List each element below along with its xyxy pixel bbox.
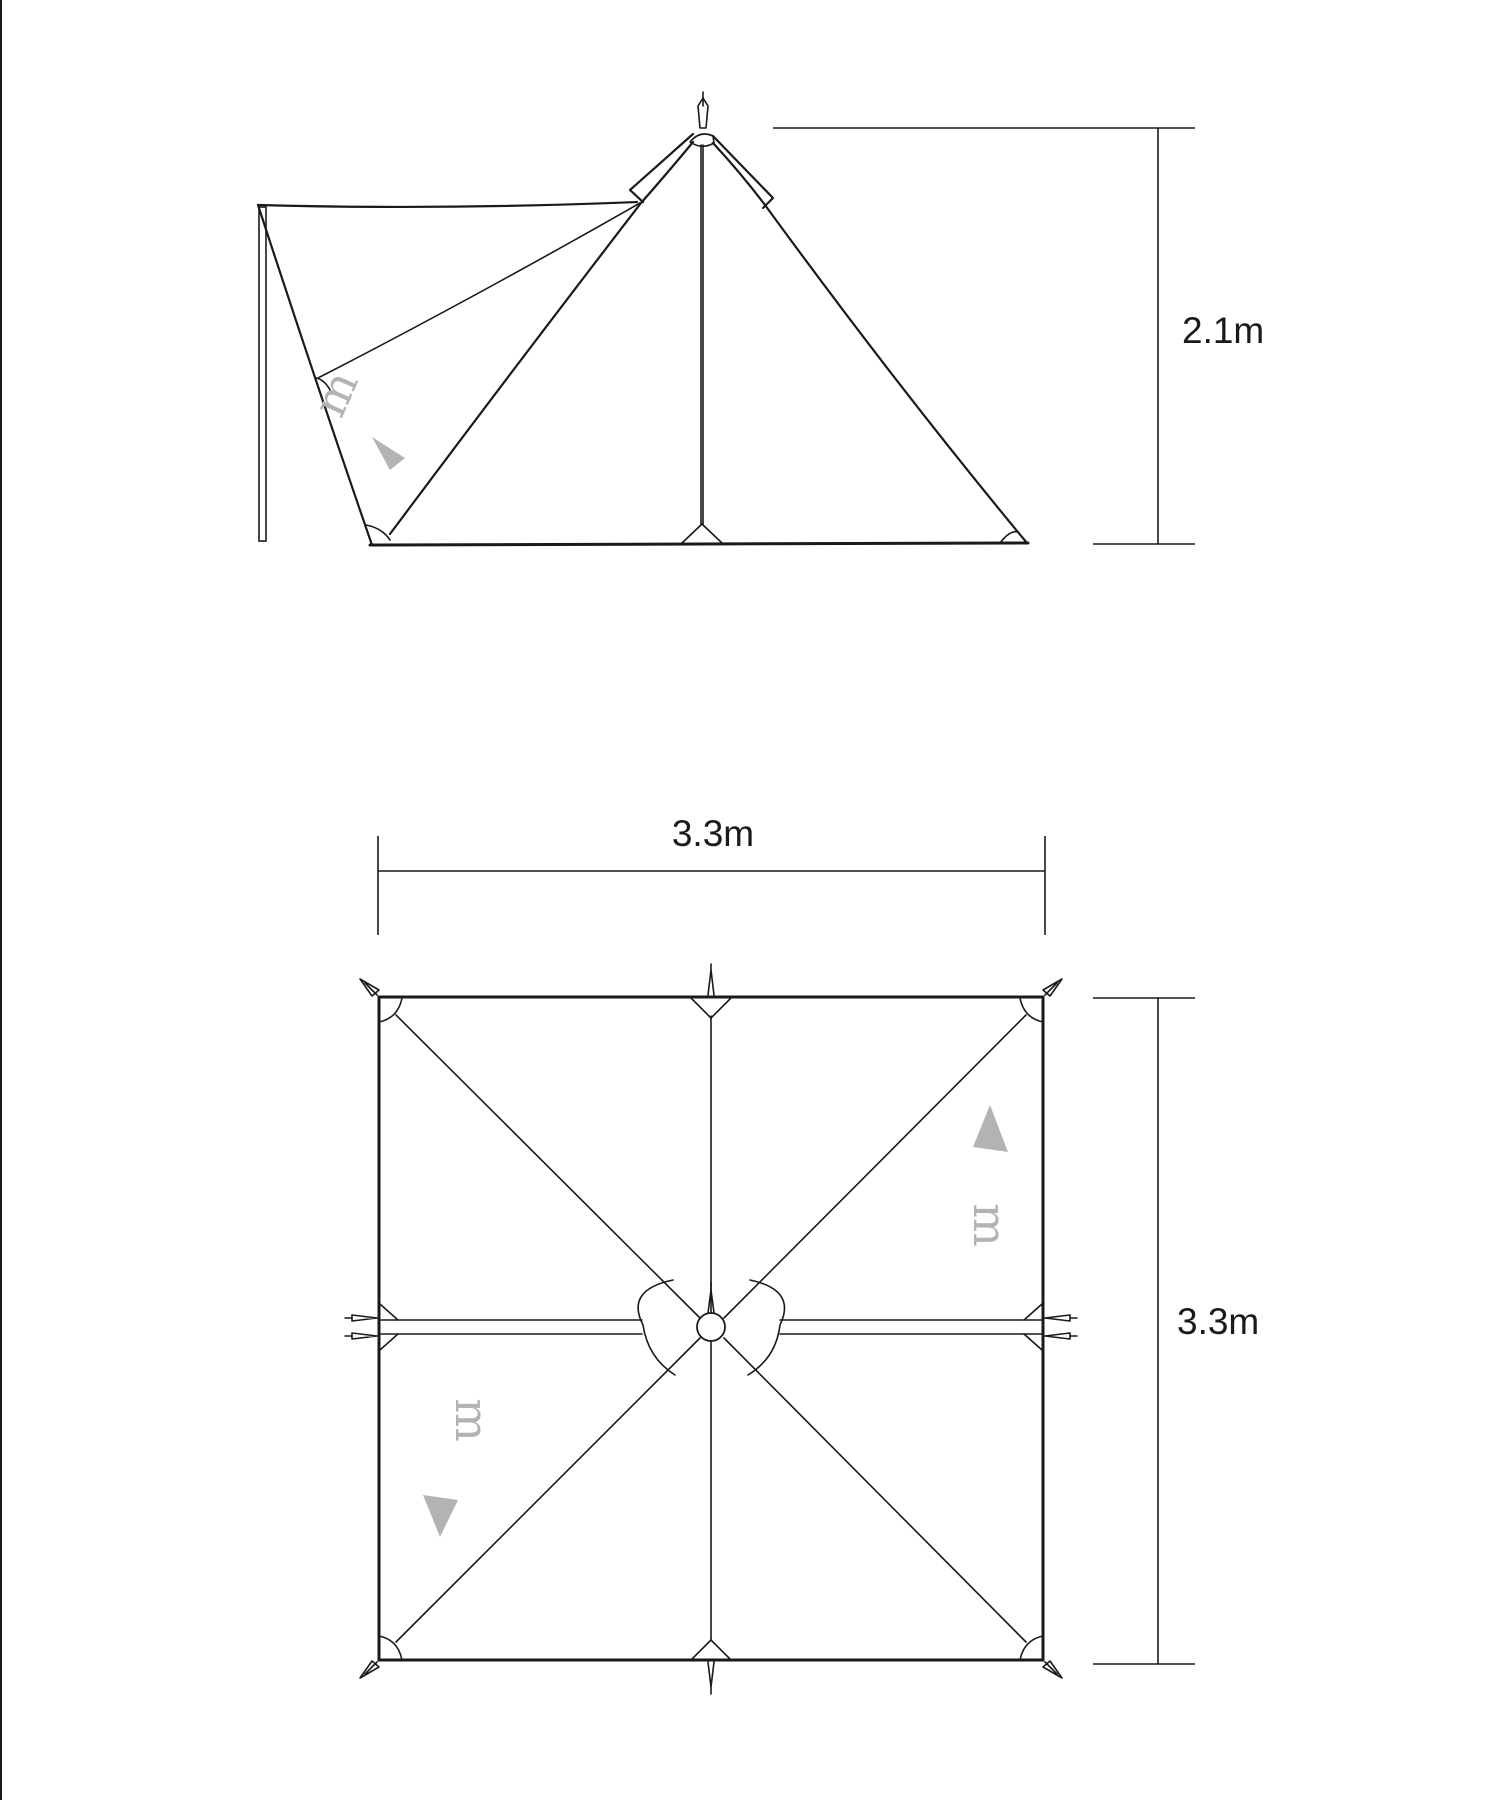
corner-peg-sw [360, 1661, 379, 1678]
corner-peg-ne [1043, 979, 1062, 996]
center-pole-hub [697, 1313, 725, 1341]
corner-peg-nw [360, 979, 379, 996]
diagonal-nw [396, 1015, 700, 1318]
diagonal-se [724, 1338, 1026, 1642]
plan-view [345, 813, 1259, 1694]
tent-right-edge [713, 143, 1027, 543]
awning-pole [259, 207, 266, 541]
awning-top-edge [258, 202, 637, 207]
horizontal-pole-right [780, 1320, 1041, 1334]
tent-outline [390, 142, 693, 534]
depth-label: 3.3m [1177, 1301, 1260, 1342]
depth-dimension [1093, 998, 1259, 1664]
width-dimension [378, 813, 1045, 935]
left-side-patch [380, 1304, 398, 1350]
bottom-center-peg [708, 1662, 714, 1694]
plan-arrow-icon-lower [423, 1495, 458, 1537]
right-corner-patch [1000, 532, 1018, 543]
right-side-peg-upper [1045, 1315, 1077, 1321]
center-peg-patch [682, 524, 722, 543]
plan-logo-mark-upper: m [963, 1203, 1017, 1247]
diagonal-sw [396, 1338, 700, 1642]
horizontal-pole-left [381, 1320, 642, 1334]
side-logo-mark: m [301, 362, 369, 425]
apex-cap [690, 134, 714, 146]
center-reinforcement-left [638, 1280, 675, 1375]
height-dimension [773, 128, 1264, 544]
right-side-patch [1024, 1304, 1042, 1350]
side-view [258, 92, 1264, 545]
right-side-peg-lower [1045, 1333, 1077, 1339]
corner-peg-se [1043, 1661, 1062, 1678]
width-label: 3.3m [671, 813, 755, 854]
top-center-peg [708, 964, 714, 995]
plan-arrow-icon-upper [973, 1105, 1008, 1152]
left-side-peg-upper [345, 1315, 377, 1321]
top-center-patch [691, 998, 731, 1018]
awning-seam [318, 203, 640, 378]
apex-finial [698, 92, 708, 128]
side-arrow-icon [372, 437, 405, 470]
center-reinforcement-right [748, 1280, 785, 1375]
ground-line [370, 543, 1028, 545]
bottom-center-patch [691, 1640, 731, 1660]
diagonal-ne [724, 1015, 1026, 1318]
left-side-peg-lower [345, 1333, 377, 1339]
plan-logo-mark-lower: m [445, 1398, 499, 1442]
height-label: 2.1m [1182, 310, 1265, 351]
